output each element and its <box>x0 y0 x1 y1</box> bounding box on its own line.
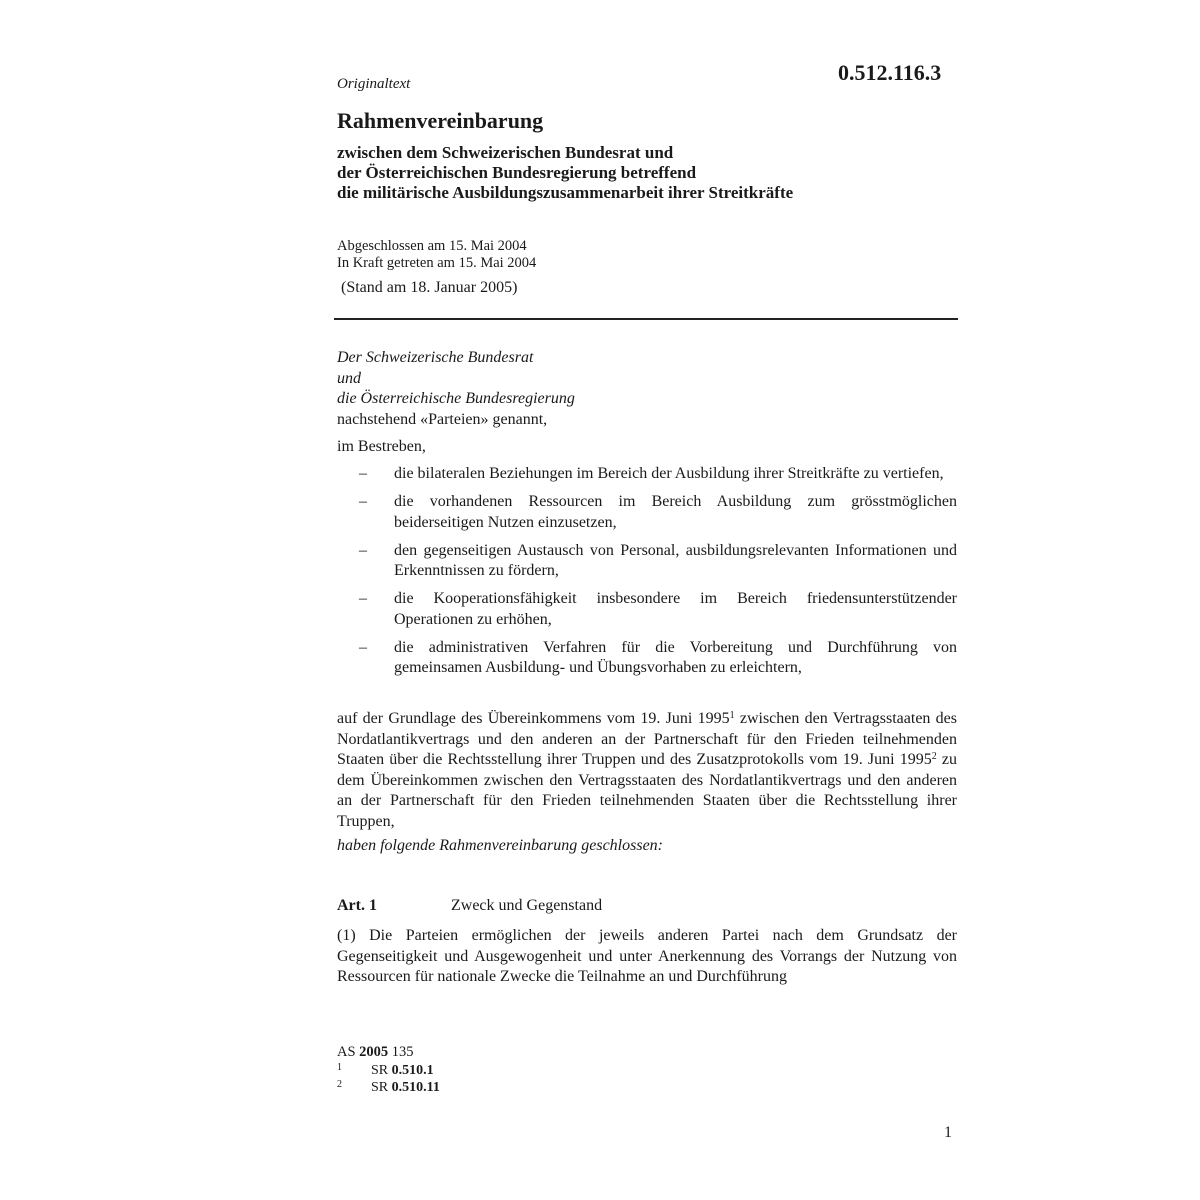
dash-bullet: – <box>359 493 367 510</box>
document-title: Rahmenvereinbarung <box>337 108 544 133</box>
official-collection-ref <box>337 1044 414 1061</box>
article-paragraph: (1) Die Parteien ermöglichen der jeweils anderen Partei nach dem Grundsatz der Gegenseitigkeit und Ausgewogenheit und unter Anerkennung des Vorrangs der Nutzung von Ressourcen für nationale Zwecke die Teilnahme an und Durchführung <box>337 927 957 985</box>
list-item-text: den gegenseitigen Austausch von Personal, ausbildungsrelevanten Informationen und Erkenntnissen zu fördern, <box>394 541 957 579</box>
list-item-text: die bilateralen Beziehungen im Bereich der Ausbildung ihrer Streitkräfte zu vertiefen, <box>394 465 944 482</box>
document-subtitle <box>337 143 957 203</box>
original-text-label: Originaltext <box>337 76 411 92</box>
subtitle-line: die militärische Ausbildungszusammenarbeit ihrer Streitkräfte <box>337 183 794 202</box>
list-item-text: die Kooperationsfähigkeit insbesondere im Bereich friedensunterstützender Operationen zu erhöhen, <box>394 590 957 628</box>
party-austrian: die Österreichische Bundesregierung <box>337 390 575 407</box>
list-item <box>337 589 957 630</box>
subtitle-line: zwischen dem Schweizerischen Bundesrat und <box>337 143 674 162</box>
as-page: 135 <box>388 1044 414 1060</box>
basis-text: zu dem Übereinkommen zwischen den Vertragsstaaten des Nordatlantikvertrags und den anderen an der Partnerschaft für den Frieden teilnehmenden Staaten über die Rechtsstellung ihrer Truppen, <box>337 751 957 830</box>
footnote-number: 1 <box>337 1062 342 1073</box>
basis-text: auf der Grundlage des Übereinkommens vom 19. Juni 1995 <box>337 710 730 727</box>
dash-bullet: – <box>359 638 367 656</box>
footnote-sr-ref[interactable]: 0.510.1 <box>391 1063 434 1078</box>
footnote-number: 2 <box>337 1079 342 1090</box>
footnote-prefix: SR <box>371 1063 392 1078</box>
preamble-striving: im Bestreben, <box>337 438 426 455</box>
footnote-prefix: SR <box>371 1080 392 1095</box>
dates-block <box>337 238 536 272</box>
status-date: (Stand am 18. Januar 2005) <box>341 279 518 296</box>
header-divider <box>334 318 958 320</box>
page-number: 1 <box>944 1124 952 1141</box>
preamble-basis <box>337 709 957 832</box>
party-swiss: Der Schweizerische Bundesrat <box>337 349 534 366</box>
parties-designation: nachstehend «Parteien» genannt, <box>337 410 548 428</box>
basis-text: zwischen den Vertragsstaaten des Nordatlantikvertrags und den anderen an der Partnerschaft für den Frieden teilnehmenden Staaten über die Rechtsstellung ihrer Truppen und des Zusatzprotokolls vom 19. Juni 1995 <box>337 710 957 768</box>
list-item <box>337 464 957 485</box>
dash-bullet: – <box>359 465 367 482</box>
party-conjunction: und <box>337 369 361 387</box>
footnote-1 <box>337 1062 434 1079</box>
subtitle-line: der Österreichischen Bundesregierung betreffend <box>337 163 697 182</box>
list-item <box>337 541 957 582</box>
list-item <box>337 638 957 679</box>
footnote-sr-ref[interactable]: 0.510.11 <box>391 1080 440 1095</box>
concluded-date: Abgeschlossen am 15. Mai 2004 <box>337 238 527 254</box>
preamble-list <box>337 464 957 686</box>
list-item <box>337 492 957 533</box>
list-item-text: die vorhandenen Ressourcen im Bereich Ausbildung zum grösstmöglichen beiderseitigen Nutzen einzusetzen, <box>394 493 957 531</box>
as-prefix: AS <box>337 1044 360 1060</box>
dash-bullet: – <box>359 590 367 607</box>
list-item-text: die administrativen Verfahren für die Vorbereitung und Durchführung von gemeinsamen Ausbildung- und Übungsvorhaben zu erleichtern, <box>394 638 957 676</box>
article-number: Art. 1 <box>337 897 377 914</box>
footnote-ref-2[interactable]: 2 <box>931 751 937 762</box>
footnote-2 <box>337 1079 440 1096</box>
article-heading: Zweck und Gegenstand <box>451 897 603 914</box>
preamble-closing: haben folgende Rahmenvereinbarung geschlossen: <box>337 837 663 854</box>
dash-bullet: – <box>359 541 367 559</box>
sr-number: 0.512.116.3 <box>838 60 942 85</box>
in-force-date: In Kraft getreten am 15. Mai 2004 <box>337 255 537 271</box>
footnote-ref-1[interactable]: 1 <box>729 710 735 721</box>
as-year: 2005 <box>359 1044 389 1060</box>
preamble-parties <box>337 348 957 430</box>
